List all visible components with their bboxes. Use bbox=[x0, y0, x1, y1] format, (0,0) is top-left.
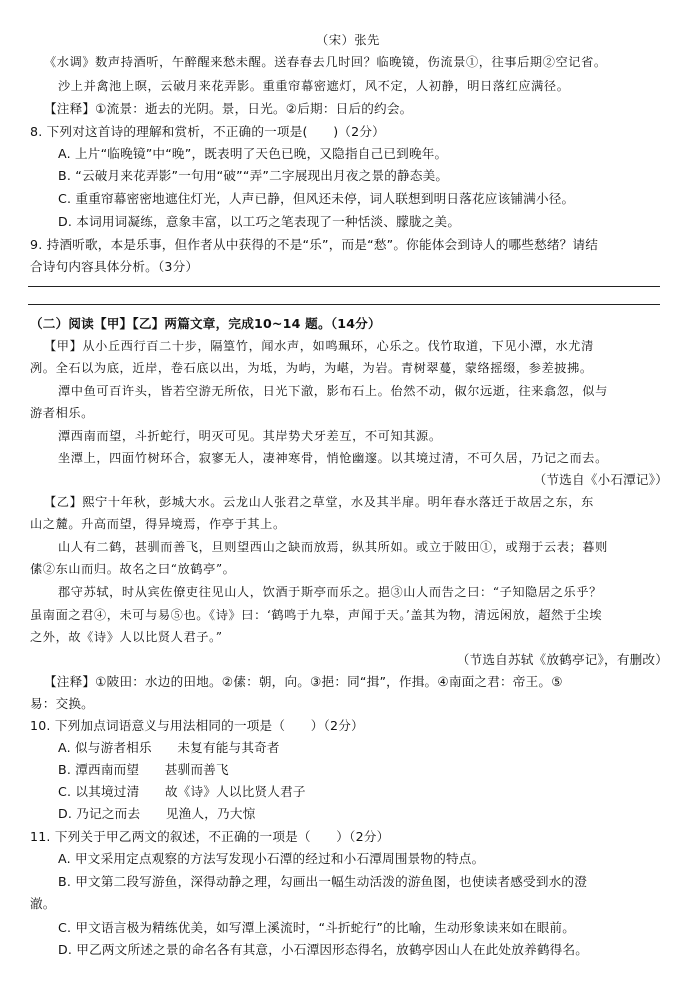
option: A. 似与游者相乐 未复有能与其奇者 bbox=[58, 740, 280, 755]
passage-line: 郡守苏轼，时从宾佐僚吏往见山人，饮酒于斯亭而乐之。挹③山人而告之曰：“子知隐居之乐乎？ bbox=[58, 585, 602, 599]
passage-line: 潭西南而望，斗折蛇行，明灭可见。其岸势犬牙差互，不可知其源。 bbox=[58, 429, 442, 443]
annotation: 易：交换。 bbox=[30, 696, 94, 711]
question-stem: 合诗句内容具体分析。（3分） bbox=[30, 259, 199, 274]
passage-line: 潭中鱼可百许头，皆若空游无所依，日光下澈，影布石上。佁然不动，俶尔远逝，往来翕忽，似与 bbox=[58, 384, 608, 398]
passage-line: 坐潭上，四面竹树环合，寂寥无人，凄神寒骨，悄怆幽邃。以其境过清，不可久居，乃记之而去。 bbox=[58, 451, 608, 465]
poem-line: 《水调》数声持酒听，午醉醒来愁未醒。送春春去几时回？临晚镜，伤流景①，往事后期②空记省。 bbox=[44, 55, 607, 69]
option: C. 甲文语言极为精练优美，如写潭上溪流时，“斗折蛇行”的比喻，生动形象读来如在眼前。 bbox=[58, 920, 576, 935]
question-stem: 9. 持酒听歌，本是乐事，但作者从中获得的不是“乐”，而是“愁”。你能体会到诗人的哪些愁绪？请结 bbox=[30, 237, 599, 252]
option: C. 重重帘幕密密地遮住灯光，人声已静，但风还未停，词人联想到明日落花应该铺满小径。 bbox=[58, 191, 575, 206]
question-stem: 8. 下列对这首诗的理解和赏析，不正确的一项是( )（2分） bbox=[30, 124, 385, 139]
annotation: 【注释】①陂田：水边的田地。②傃：朝，向。③挹：同“揖”，作揖。④南面之君：帝王。⑤ bbox=[44, 674, 563, 689]
poem-line: 沙上并禽池上暝，云破月来花弄影。重重帘幕密遮灯，风不定，人初静，明日落红应满径。 bbox=[58, 79, 570, 93]
option: D. 甲乙两文所述之景的命名各有其意，小石潭因形态得名，放鹤亭因山人在此处放养鹤得名。 bbox=[58, 942, 589, 957]
option: A. 上片“临晚镜”中“晚”，既表明了天色已晚，又隐指自己已到晚年。 bbox=[58, 146, 448, 161]
source-note: （节选自苏轼《放鹤亭记》，有删改） bbox=[456, 652, 668, 667]
option: C. 以其境过清 故《诗》人以比贤人君子 bbox=[58, 784, 306, 799]
option: B. “云破月来花弄影”一句用“破”“弄”二字展现出月夜之景的静态美。 bbox=[58, 168, 449, 183]
passage-line: 冽。全石以为底，近岸，卷石底以出，为坻，为屿，为嵁，为岩。青树翠蔓，蒙络摇缀，参差披拂。 bbox=[30, 361, 593, 375]
option: B. 甲文第二段写游鱼，深得动静之理，勾画出一幅生动活泼的游鱼图，也使读者感受到水的澄 bbox=[58, 874, 587, 889]
question-stem: 10. 下列加点词语意义与用法相同的一项是（ ）（2分） bbox=[30, 718, 364, 733]
option-continuation: 澈。 bbox=[30, 896, 56, 911]
option: B. 潭西南而望 甚驯而善飞 bbox=[58, 762, 229, 777]
passage-line: 山之麓。升高而望，得异境焉，作亭于其上。 bbox=[30, 517, 286, 531]
passage-line: 【乙】熙宁十年秋，彭城大水。云龙山人张君之草堂，水及其半扉。明年春水落迁于故居之东，东 bbox=[44, 495, 594, 509]
option: D. 本词用词凝练，意象丰富，以工巧之笔表现了一种恬淡、朦胧之美。 bbox=[58, 214, 461, 229]
passage-line: 山人有二鹤，甚驯而善飞，旦则望西山之缺而放焉，纵其所如。或立于陂田①，或翔于云表；暮则 bbox=[58, 540, 608, 554]
passage-line: 虽南面之君④，未可与易⑤也。《诗》曰：‘鹤鸣于九皋，声闻于天。’盖其为物，清远闲放，超然于尘埃 bbox=[30, 608, 603, 622]
passage-line: 游者相乐。 bbox=[30, 406, 94, 420]
section-title: （二）阅读【甲】【乙】两篇文章，完成10~14 题。（14分） bbox=[30, 316, 381, 331]
passage-line: 傃②东山而归。故名之曰“放鹤亭”。 bbox=[30, 562, 236, 576]
passage-line: 【甲】从小丘西行百二十步，隔篁竹，闻水声，如鸣珮环，心乐之。伐竹取道，下见小潭，水尤清 bbox=[44, 339, 594, 353]
option: D. 乃记之而去 见渔人，乃大惊 bbox=[58, 806, 256, 821]
question-stem: 11. 下列关于甲乙两文的叙述，不正确的一项是（ ）（2分） bbox=[30, 829, 390, 844]
answer-line bbox=[28, 304, 660, 305]
option: A. 甲文采用定点观察的方法写发现小石潭的经过和小石潭周围景物的特点。 bbox=[58, 851, 485, 866]
passage-line: 之外，故《诗》人以比贤人君子。” bbox=[30, 630, 223, 644]
source-note: （节选自《小石潭记》） bbox=[533, 472, 668, 487]
answer-line bbox=[28, 286, 660, 287]
annotation: 【注释】①流景：逝去的光阴。景，日光。②后期：日后的约会。 bbox=[44, 101, 413, 116]
poem-author: （宋）张先 bbox=[316, 33, 380, 47]
